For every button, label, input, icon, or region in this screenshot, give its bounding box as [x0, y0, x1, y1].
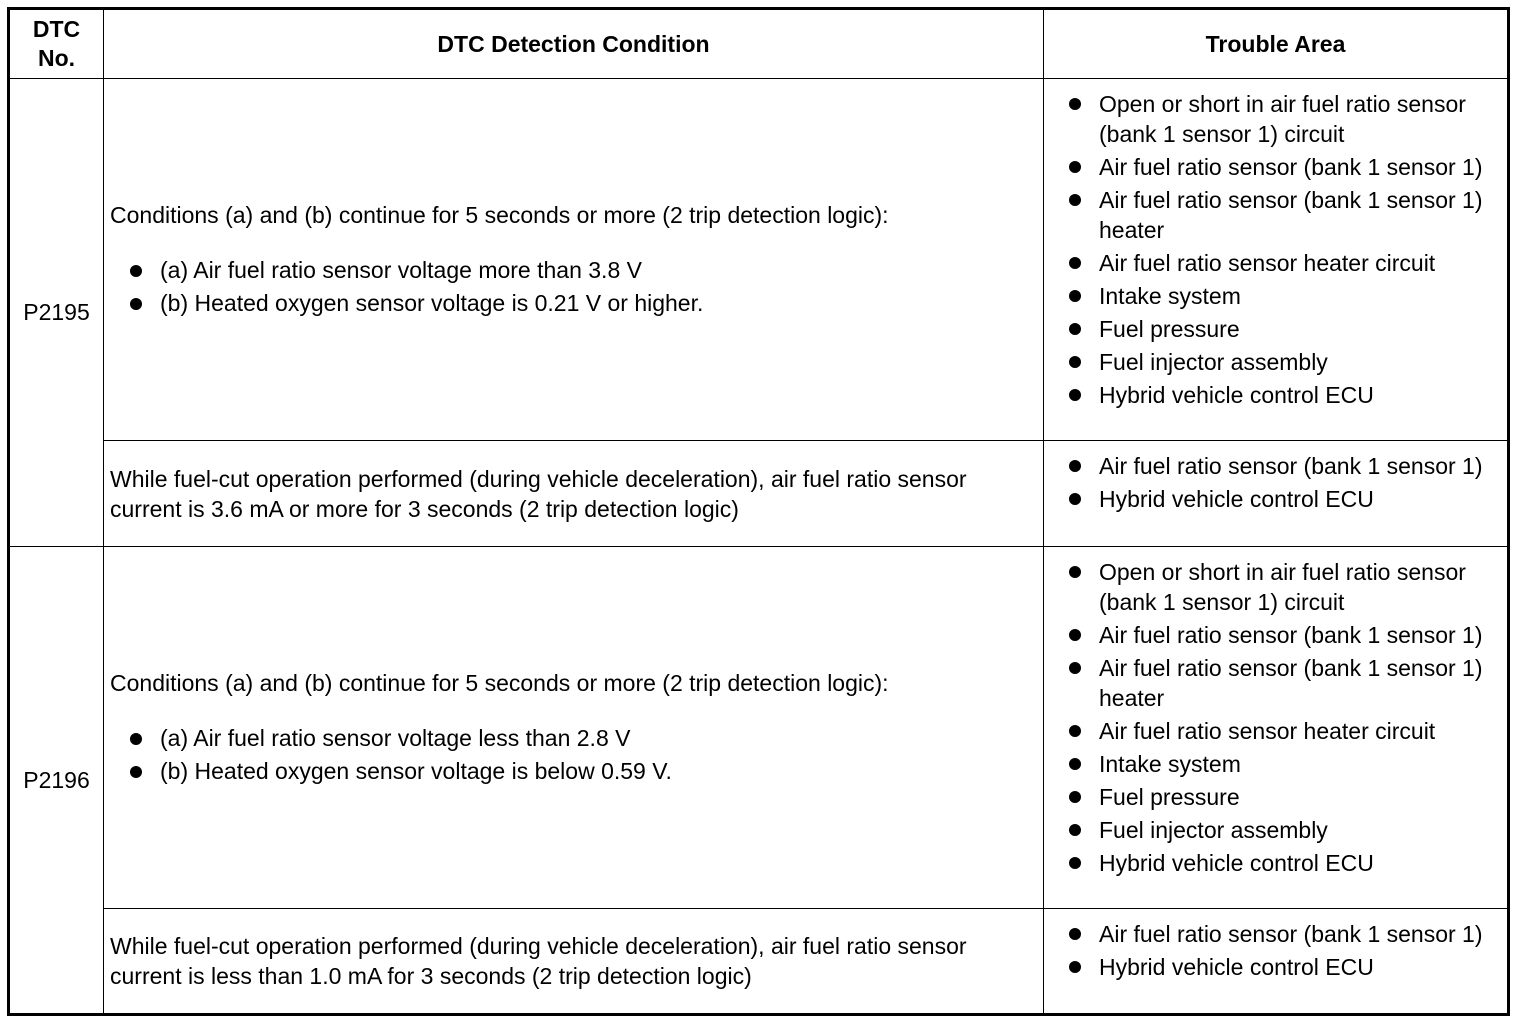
trouble-area-item: Open or short in air fuel ratio sensor (bank 1 sensor 1) circuit: [1044, 89, 1503, 149]
trouble-area-list: [1044, 547, 1503, 885]
trouble-area-item: Hybrid vehicle control ECU: [1044, 848, 1503, 878]
condition-item: (b) Heated oxygen sensor voltage is 0.21 V or higher.: [110, 287, 1037, 320]
trouble-area-item: Air fuel ratio sensor (bank 1 sensor 1): [1044, 620, 1503, 650]
trouble-area: [1044, 547, 1509, 909]
trouble-area-list: [1044, 909, 1503, 989]
trouble-area-item: Air fuel ratio sensor (bank 1 sensor 1): [1044, 451, 1503, 481]
fuelcut-condition: While fuel-cut operation performed (during vehicle deceleration), air fuel ratio sensor current is less than 1.0 mA for 3 seconds (2 trip detection logic): [104, 909, 1044, 1015]
trouble-area-item: Hybrid vehicle control ECU: [1044, 380, 1503, 410]
detection-condition: [104, 547, 1044, 909]
trouble-area-item: Fuel pressure: [1044, 782, 1503, 812]
fuelcut-condition: While fuel-cut operation performed (during vehicle deceleration), air fuel ratio sensor current is 3.6 mA or more for 3 seconds (2 trip detection logic): [104, 441, 1044, 547]
trouble-area-item: Air fuel ratio sensor (bank 1 sensor 1): [1044, 152, 1503, 182]
trouble-area: [1044, 79, 1509, 441]
trouble-area: [1044, 441, 1509, 547]
trouble-area-item: Intake system: [1044, 281, 1503, 311]
trouble-area-item: Air fuel ratio sensor (bank 1 sensor 1) heater: [1044, 653, 1503, 713]
condition-item: (b) Heated oxygen sensor voltage is below 0.59 V.: [110, 755, 1037, 788]
header-condition: DTC Detection Condition: [104, 9, 1044, 79]
header-trouble-area: Trouble Area: [1044, 9, 1509, 79]
trouble-area-list: [1044, 441, 1503, 521]
table-row: [9, 79, 1509, 441]
condition-item: (a) Air fuel ratio sensor voltage less than 2.8 V: [110, 722, 1037, 755]
dtc-table: [7, 7, 1510, 1016]
condition-intro: Conditions (a) and (b) continue for 5 seconds or more (2 trip detection logic):: [110, 201, 889, 228]
trouble-area-item: Fuel injector assembly: [1044, 815, 1503, 845]
trouble-area: [1044, 909, 1509, 1015]
header-row: [9, 9, 1509, 79]
trouble-area-item: Hybrid vehicle control ECU: [1044, 484, 1503, 514]
condition-intro: Conditions (a) and (b) continue for 5 seconds or more (2 trip detection logic):: [110, 669, 889, 696]
trouble-area-item: Fuel injector assembly: [1044, 347, 1503, 377]
dtc-code: P2196: [9, 547, 104, 1015]
trouble-area-item: Fuel pressure: [1044, 314, 1503, 344]
trouble-area-item: Open or short in air fuel ratio sensor (bank 1 sensor 1) circuit: [1044, 557, 1503, 617]
trouble-area-item: Air fuel ratio sensor (bank 1 sensor 1): [1044, 919, 1503, 949]
header-dtc-no: DTC No.: [9, 9, 104, 79]
trouble-area-list: [1044, 79, 1503, 417]
detection-condition: [104, 79, 1044, 441]
condition-item: (a) Air fuel ratio sensor voltage more than 3.8 V: [110, 254, 1037, 287]
trouble-area-item: Air fuel ratio sensor heater circuit: [1044, 716, 1503, 746]
table-row: [9, 909, 1509, 1015]
trouble-area-item: Air fuel ratio sensor (bank 1 sensor 1) heater: [1044, 185, 1503, 245]
condition-list: [110, 254, 1037, 320]
trouble-area-item: Intake system: [1044, 749, 1503, 779]
table-row: [9, 441, 1509, 547]
table-row: [9, 547, 1509, 909]
trouble-area-item: Hybrid vehicle control ECU: [1044, 952, 1503, 982]
dtc-code: P2195: [9, 79, 104, 547]
condition-list: [110, 722, 1037, 788]
trouble-area-item: Air fuel ratio sensor heater circuit: [1044, 248, 1503, 278]
